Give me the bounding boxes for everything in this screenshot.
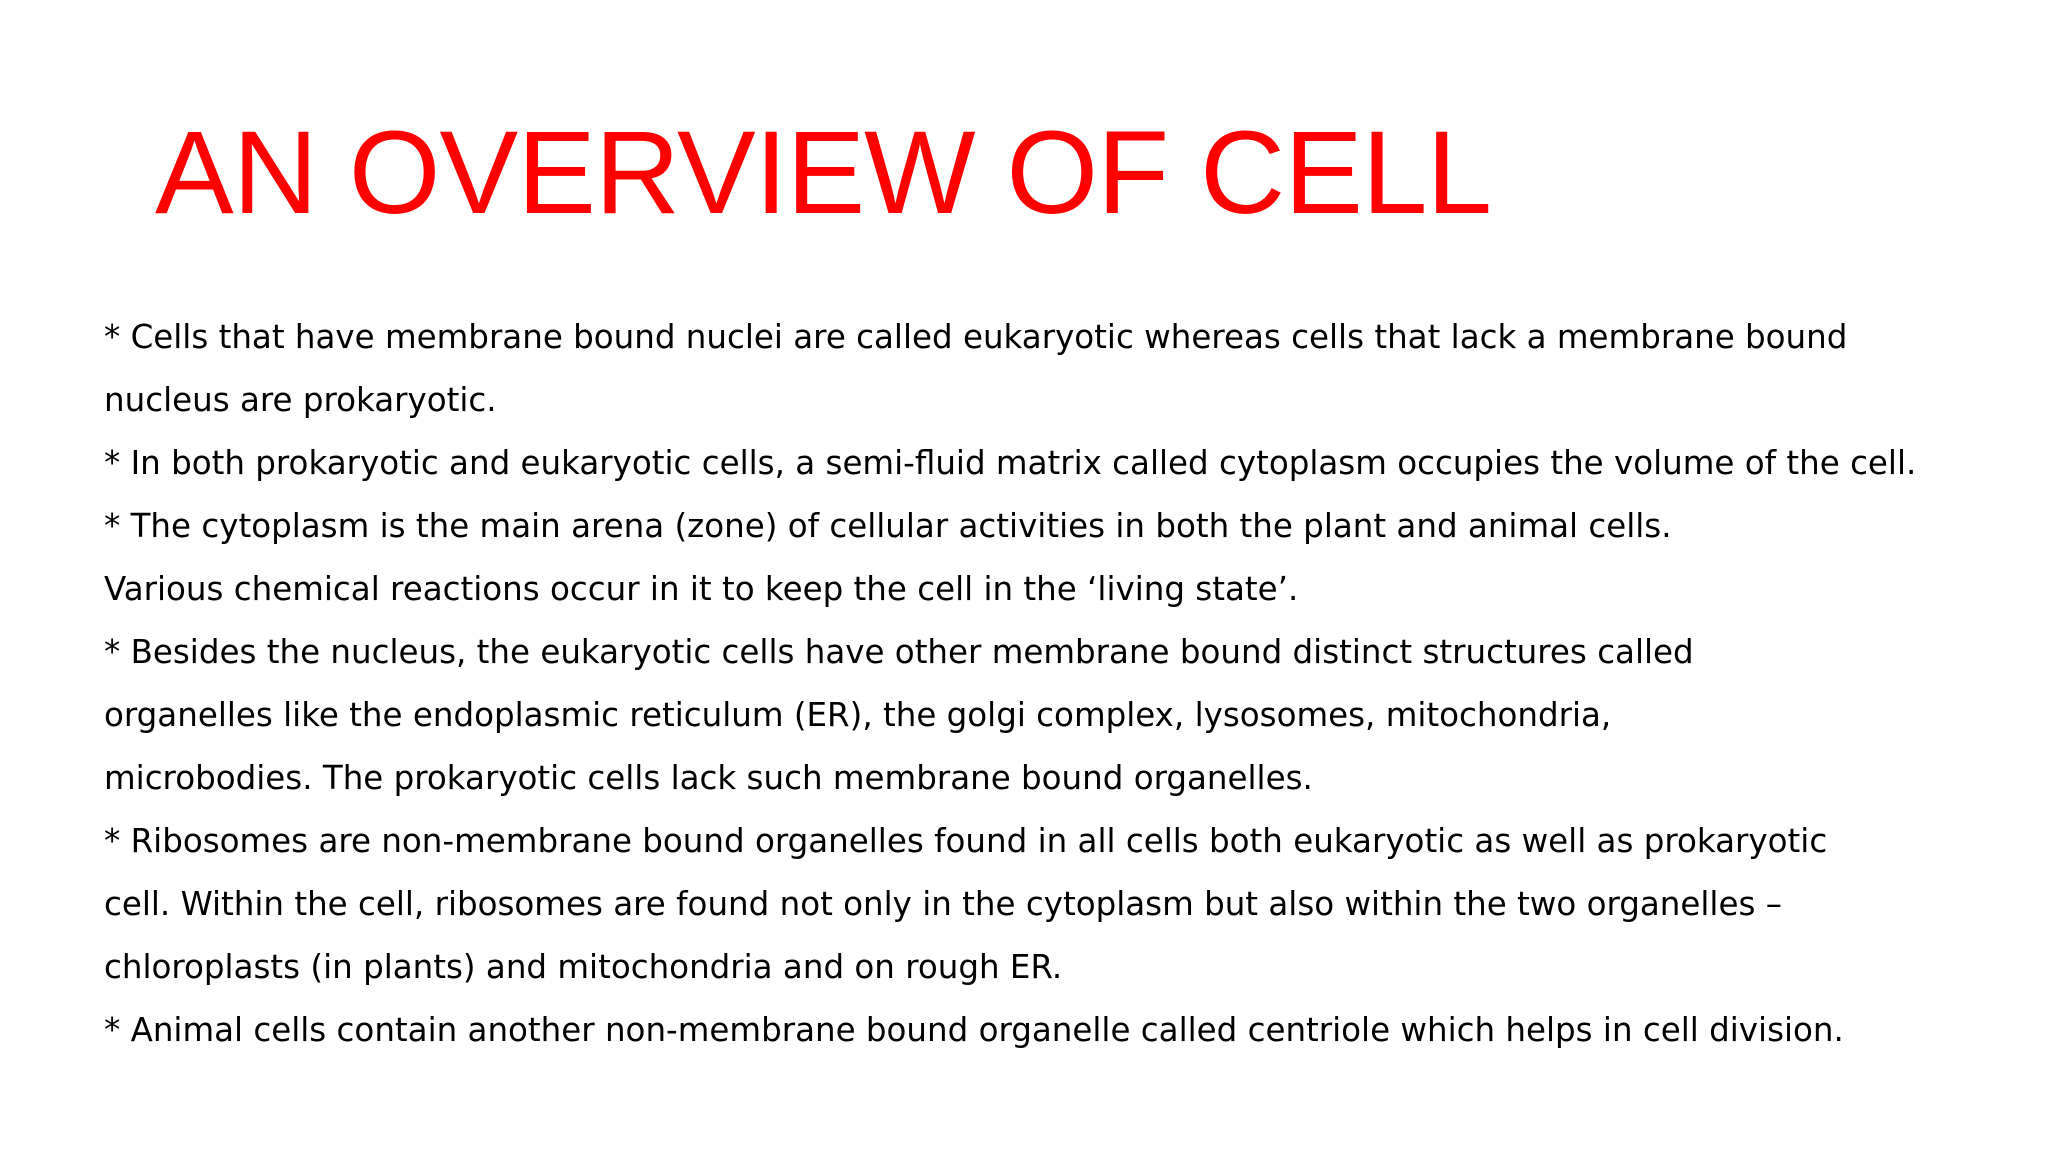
- slide-title: AN OVERVIEW OF CELL: [155, 107, 1492, 239]
- body-line: chloroplasts (in plants) and mitochondria and on rough ER.: [104, 948, 1063, 986]
- body-line: Various chemical reactions occur in it to keep the cell in the ‘living state’.: [104, 570, 1299, 608]
- body-line: * Besides the nucleus, the eukaryotic cells have other membrane bound distinct structures called: [104, 633, 1694, 671]
- body-line: organelles like the endoplasmic reticulum (ER), the golgi complex, lysosomes, mitochondria,: [104, 696, 1612, 734]
- body-line: cell. Within the cell, ribosomes are found not only in the cytoplasm but also within the two organelles –: [104, 885, 1782, 923]
- body-line: * Animal cells contain another non-membrane bound organelle called centriole which helps in cell division.: [104, 1011, 1844, 1049]
- body-line: * Ribosomes are non-membrane bound organelles found in all cells both eukaryotic as well as prokaryotic: [104, 822, 1828, 860]
- body-line: * The cytoplasm is the main arena (zone) of cellular activities in both the plant and animal cells.: [104, 507, 1672, 545]
- body-line: * In both prokaryotic and eukaryotic cells, a semi-fluid matrix called cytoplasm occupies the volume of the cell.: [104, 444, 1917, 482]
- body-line: microbodies. The prokaryotic cells lack such membrane bound organelles.: [104, 759, 1313, 797]
- body-line: * Cells that have membrane bound nuclei are called eukaryotic whereas cells that lack a membrane bound: [104, 318, 1848, 356]
- slide-body: [104, 306, 1964, 1062]
- body-line: nucleus are prokaryotic.: [104, 381, 497, 419]
